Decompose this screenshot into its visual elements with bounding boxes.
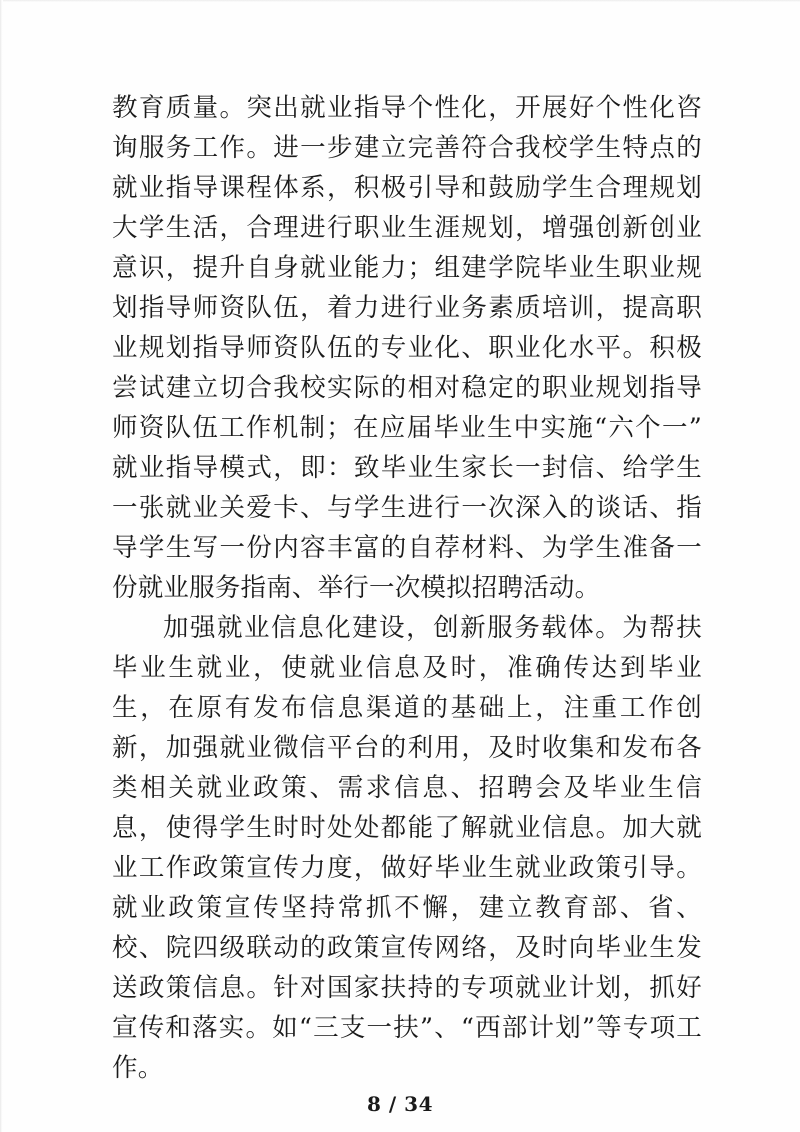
page-body [112, 88, 702, 1088]
page-number: 8 / 34 [367, 1092, 433, 1116]
body-paragraph-2: 加强就业信息化建设，创新服务载体。为帮扶毕业生就业，使就业信息及时，准确传达到毕业生，在原有发布信息渠道的基础上，注重工作创新，加强就业微信平台的利用，及时收集和发布各类相关就业政策、需求信息、招聘会及毕业生信息，使得学生时时处处都能了解就业信息。加大就业工作政策宣传力度，做好毕业生就业政策引导。就业政策宣传坚持常抓不懈，建立教育部、省、校、院四级联动的政策宣传网络，及时向毕业生发送政策信息。针对国家扶持的专项就业计划，抓好宣传和落实。如“三支一扶”、“西部计划”等专项工作。 [112, 613, 702, 1083]
scan-edge-left [0, 0, 3, 1132]
body-paragraph-1: 教育质量。突出就业指导个性化，开展好个性化咨询服务工作。进一步建立完善符合我校学生特点的就业指导课程体系，积极引导和鼓励学生合理规划大学生活，合理进行职业生涯规划，增强创新创业意识，提升自身就业能力；组建学院毕业生职业规划指导师资队伍，着力进行业务素质培训，提高职业规划指导师资队伍的专业化、职业化水平。积极尝试建立切合我校实际的相对稳定的职业规划指导师资队伍工作机制；在应届毕业生中实施“六个一”就业指导模式，即：致毕业生家长一封信、给学生一张就业关爱卡、与学生进行一次深入的谈话、指导学生写一份内容丰富的自荐材料、为学生准备一份就业服务指南、举行一次模拟招聘活动。 [112, 93, 702, 603]
scan-edge-top [0, 0, 800, 3]
